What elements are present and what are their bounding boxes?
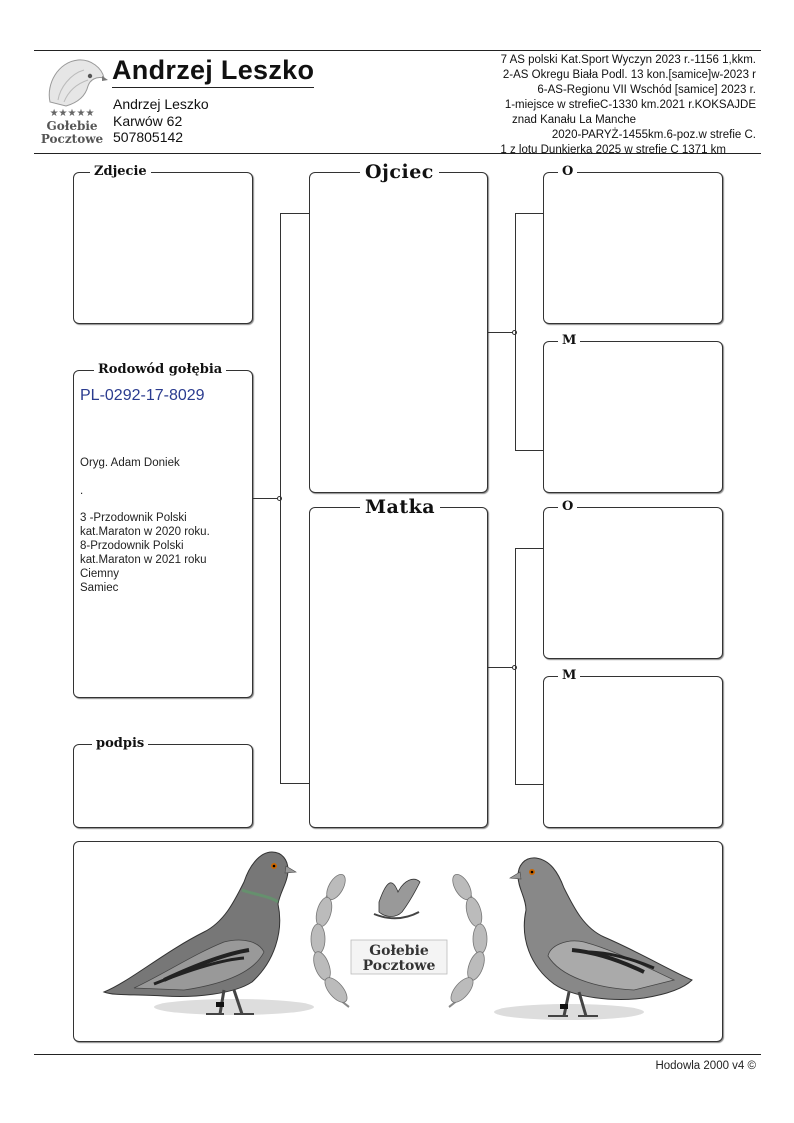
connector-line [280,783,309,784]
achievement-item: 1 z lotu Dunkierka 2025 w strefie C 1371 km [500,144,726,156]
photo-box[interactable] [73,164,253,324]
connector-line [515,450,543,451]
connector-line [515,548,516,784]
mother-box[interactable] [309,496,488,828]
breeder-name: Andrzej Leszko [112,55,314,88]
pigeon-notes [80,511,210,595]
father-box[interactable] [309,161,488,493]
left-pigeon-icon [104,852,296,1014]
achievement-item: 7 AS polski Kat.Sport Wyczyn 2023 r.-1156 1,kkm. [500,54,756,66]
breeder-detail-name: Andrzej Leszko [113,96,209,112]
connector-line [488,667,515,668]
banner-logo-text-bottom: Pocztowe [362,958,436,974]
breeder-details [113,96,209,146]
connector-line [280,213,281,783]
maternal-grandmother-title: M [558,668,580,684]
signature-title: podpis [92,736,148,752]
pigeon-note: Samiec [80,582,119,594]
footer-rule [34,1054,761,1055]
achievement-item: znad Kanału La Manche [511,114,636,126]
signature-box[interactable] [73,736,253,828]
footer-text: Hodowla 2000 v4 © [655,1060,756,1072]
connector-line [488,332,515,333]
pigeon-note: kat.Maraton w 2020 roku. [80,526,210,538]
paternal-grandmother-box[interactable] [543,333,723,493]
connector-line [515,213,543,214]
connector-line [515,548,543,549]
maternal-grandmother-box[interactable] [543,668,723,828]
pigeon-title: Rodowód gołębia [94,362,226,378]
svg-text:Gołebie: Gołebie [46,119,98,133]
achievement-item: 2-AS Okregu Biała Podl. 13 kon.[samice]w-2023 r [502,69,756,81]
breeder-detail-phone: 507805142 [113,129,184,145]
pigeon-note: 8-Przodownik Polski [80,540,184,552]
achievement-item: 1-miejsce w strefieC-1330 km.2021 r.KOKSAJDE [504,99,756,111]
pigeon-note: Ciemny [80,568,119,580]
header-top-rule [34,50,761,51]
left-pigeon-shadow [154,999,314,1015]
paternal-grandmother-title: M [558,333,580,349]
pigeon-pedigree-box [73,362,253,698]
connector-line [515,784,543,785]
achievement-item: 2020-PARYŻ-1455km.6-poz.w strefie C. [551,129,756,141]
pigeon-separator: . [80,485,84,497]
breeder-detail-address: Karwów 62 [113,112,183,129]
connector-line [515,213,516,450]
achievements-list [456,53,756,158]
banner-box [73,841,723,1042]
connector-line [280,213,309,214]
photo-title: Zdjecie [90,164,151,180]
right-pigeon-icon [510,858,692,1016]
father-title: Ojciec [360,160,439,184]
pigeon-note: 3 -Przodownik Polski [80,512,187,524]
right-pigeon-shadow [494,1004,644,1020]
pigeon-note: kat.Maraton w 2021 roku [80,554,207,566]
maternal-grandfather-box[interactable] [543,499,723,659]
pigeon-origin: Oryg. Adam Doniek [80,457,180,469]
flying-pigeon-icon [374,879,420,918]
maternal-grandfather-title: O [558,499,577,515]
paternal-grandfather-box[interactable] [543,164,723,324]
mother-title: Matka [360,495,440,519]
golebie-pocztowe-logo [36,54,108,146]
achievement-item: 6-AS-Regionu VII Wschód [samice] 2023 r. [537,84,756,96]
svg-text:★★★★★: ★★★★★ [49,108,95,119]
banner-logo-text-top: Gołebie [369,943,429,959]
banner-illustration [74,842,722,1041]
paternal-grandfather-title: O [558,164,577,180]
svg-text:Pocztowe: Pocztowe [40,132,104,146]
connector-line [253,498,280,499]
ring-number: PL-0292-17-8029 [80,387,205,404]
